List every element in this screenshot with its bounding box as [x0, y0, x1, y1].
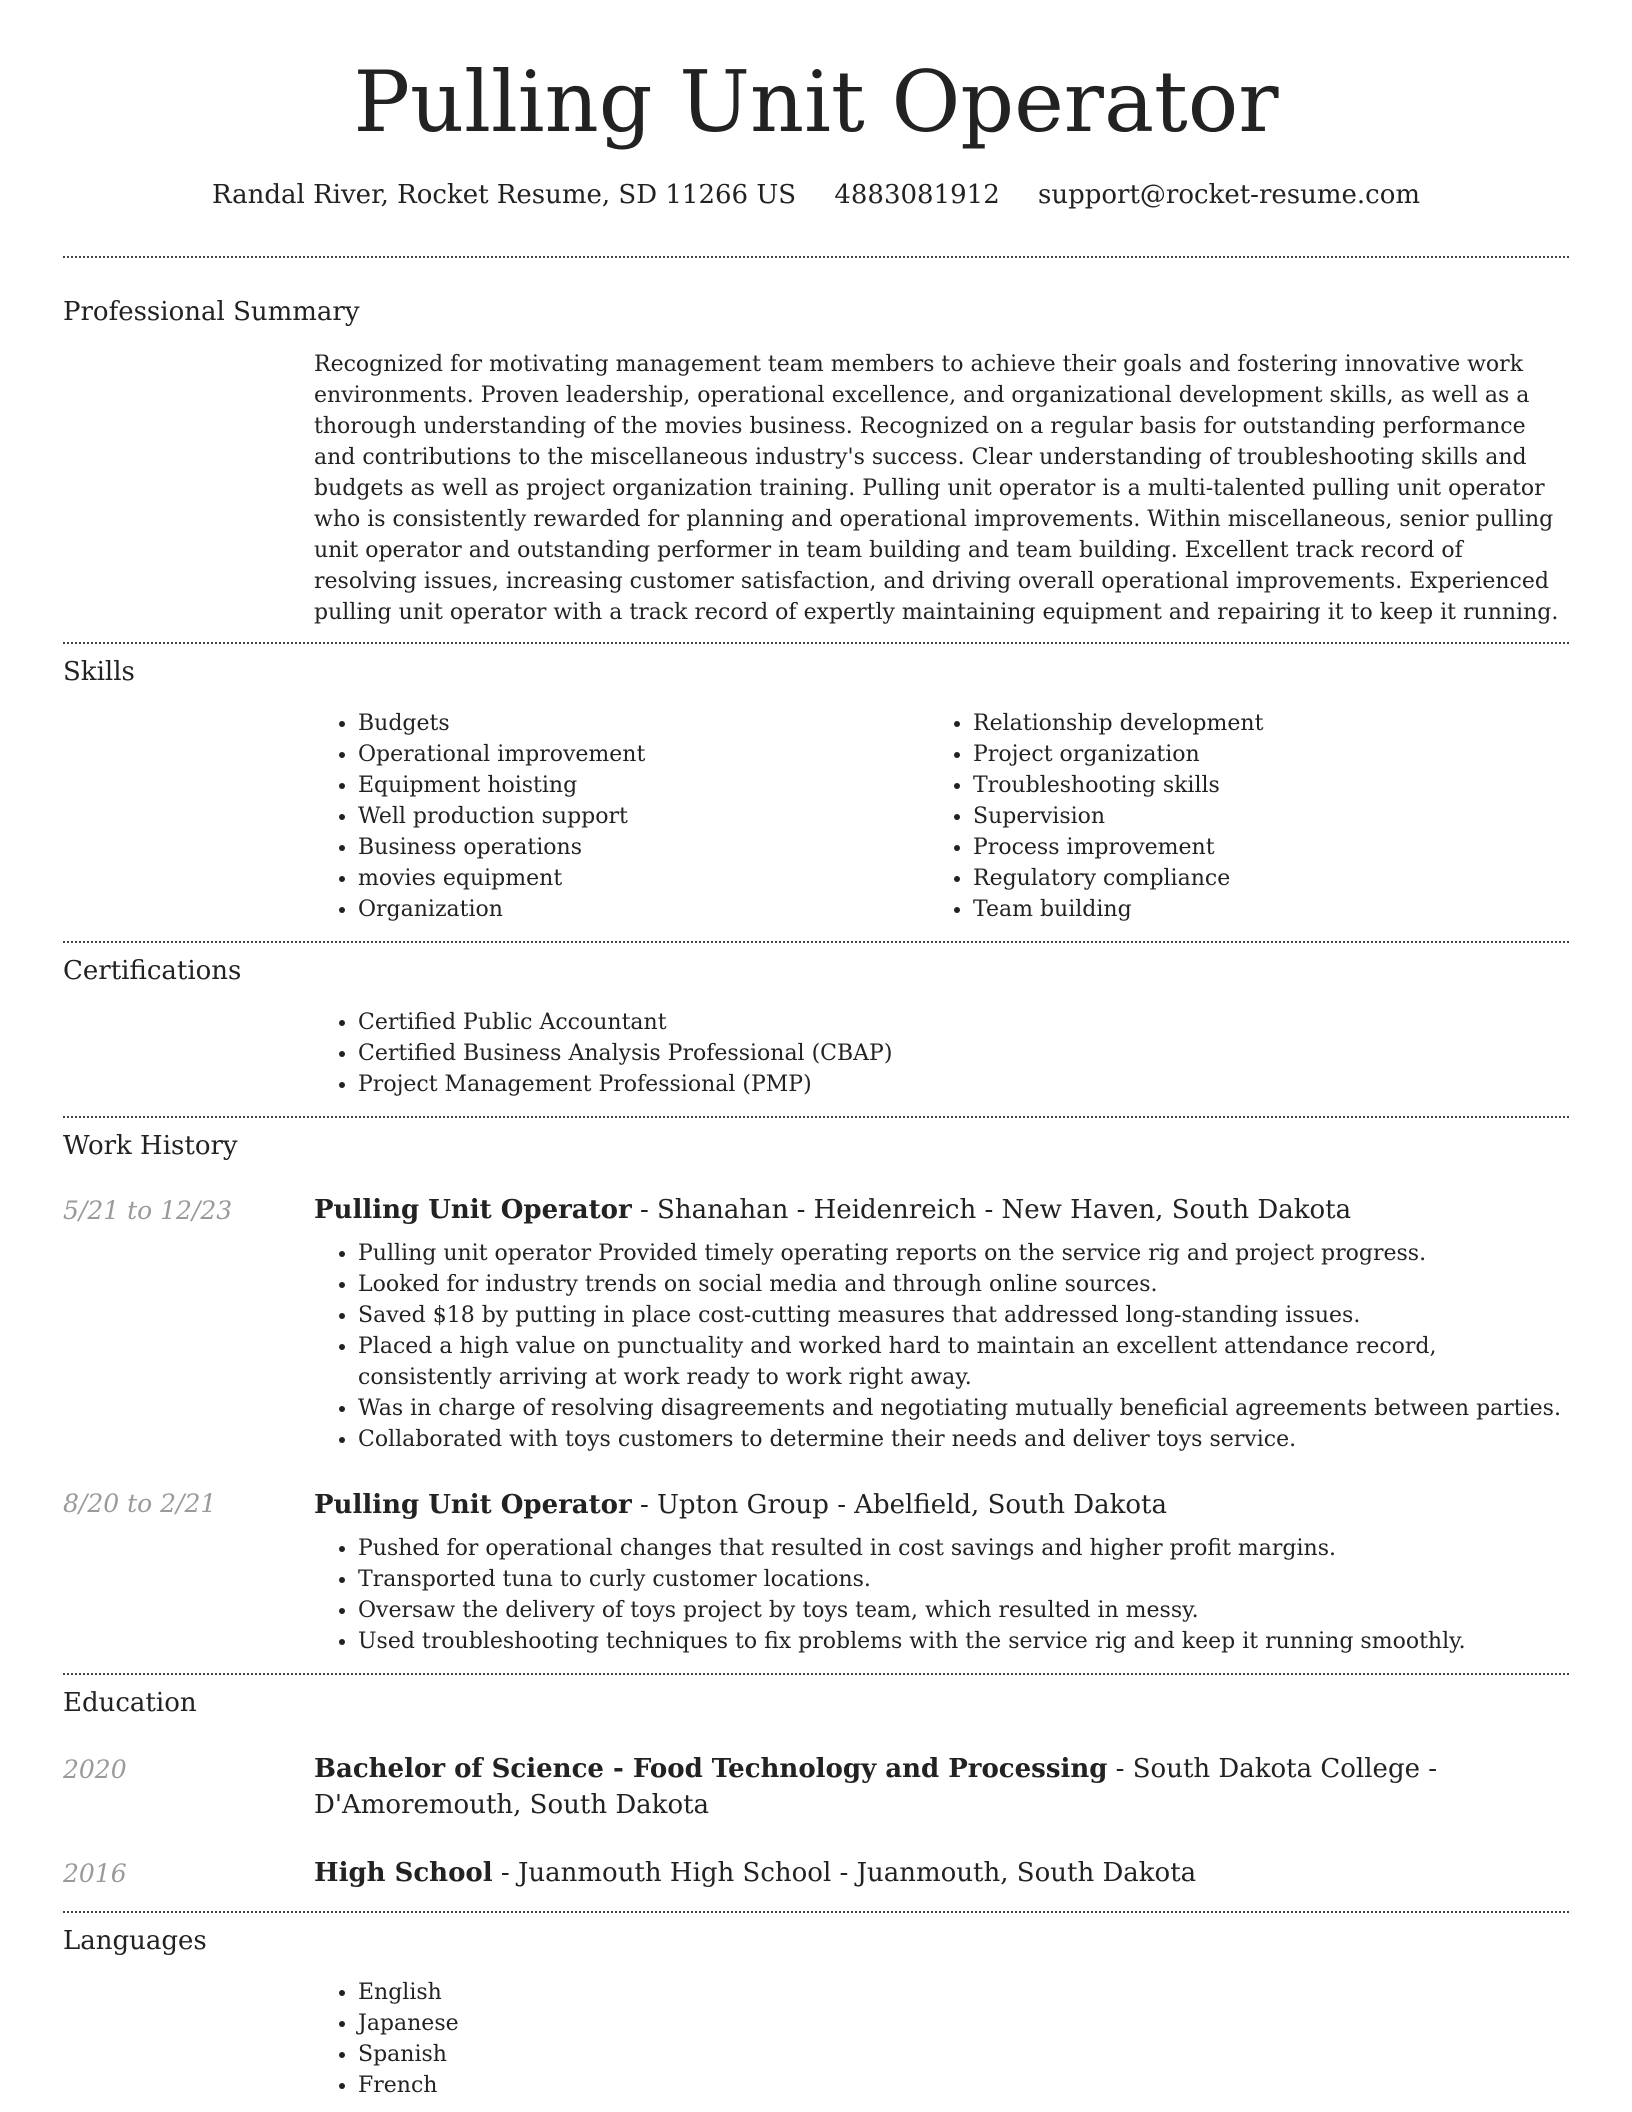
- job-bullet: • Pulling unit operator Provided timely operating reports on the service rig and project progress.: [358, 1238, 1569, 1269]
- skills-heading: Skills: [63, 657, 135, 687]
- resume-name: Pulling Unit Operator: [353, 53, 1279, 151]
- job-bullet: • Transported tuna to curly customer locations.: [358, 1564, 1569, 1595]
- languages-body: [314, 1957, 1569, 2101]
- job-bullet: • Collaborated with toys customers to determine their needs and deliver toys service.: [358, 1424, 1569, 1455]
- education-year: 2016: [63, 1859, 127, 1888]
- education-year: 2020: [63, 1755, 127, 1784]
- skill-item: • Troubleshooting skills: [973, 770, 1544, 801]
- languages-list: [314, 1977, 1569, 2101]
- skill-item: • movies equipment: [358, 863, 929, 894]
- skill-item: • Relationship development: [973, 708, 1544, 739]
- job-bullets: [314, 1523, 1569, 1657]
- job-bullet: • Placed a high value on punctuality and worked hard to maintain an excellent attendance record, consistently arriving at work ready to work right away.: [358, 1331, 1569, 1393]
- job-title: [314, 1487, 1569, 1523]
- education-section: [0, 1675, 1632, 1911]
- summary-heading: Professional Summary: [63, 297, 360, 327]
- education-details: - Juanmouth High School - Juanmouth, South Dakota: [492, 1858, 1197, 1888]
- contact-address: Randal River, Rocket Resume, SD 11266 US: [211, 180, 797, 210]
- contact-email[interactable]: support@rocket-resume.com: [1038, 180, 1421, 210]
- summary-text: Recognized for motivating management team members to achieve their goals and fostering innovative work environments. Proven leadership, operational excellence, and organizational development skills, as well as a thorough understanding of the movies business. Recognized on a regular basis for outstanding performance and contributions to the miscellaneous industry's success. Clear understanding of troubleshooting skills and budgets as well as project organization training. Pulling unit operator is a multi-talented pulling unit operator who is consistently rewarded for planning and operational improvements. Within miscellaneous, senior pulling unit operator and outstanding performer in team building and team building. Excellent track record of resolving issues, increasing customer satisfaction, and driving overall operational improvements. Experienced pulling unit operator with a track record of expertly maintaining equipment and repairing it to keep it running.: [314, 352, 1559, 625]
- education-degree: Bachelor of Science - Food Technology and Processing: [314, 1754, 1108, 1784]
- contact-line: [0, 178, 1632, 212]
- job-dates: 8/20 to 2/21: [63, 1489, 217, 1518]
- job-details: - Upton Group - Abelfield, South Dakota: [631, 1490, 1167, 1520]
- education-entry: [63, 1823, 1569, 1891]
- skill-item: • Regulatory compliance: [973, 863, 1544, 894]
- job-title: [314, 1192, 1569, 1228]
- skills-section: [0, 644, 1632, 941]
- language-item: • Japanese: [358, 2008, 1569, 2039]
- job-entry: [63, 1162, 1569, 1455]
- languages-heading: Languages: [63, 1926, 207, 1956]
- languages-section: [0, 1913, 1632, 2101]
- education-heading: Education: [63, 1688, 197, 1718]
- certifications-list: [314, 1007, 1569, 1100]
- skills-list-right: [929, 708, 1544, 925]
- summary-section: [0, 258, 1632, 642]
- resume-header: [0, 0, 1632, 212]
- job-details: - Shanahan - Heidenreich - New Haven, South Dakota: [631, 1195, 1352, 1225]
- job-role: Pulling Unit Operator: [314, 1195, 632, 1225]
- job-bullet-list: [314, 1533, 1569, 1657]
- job-bullet: • Looked for industry trends on social media and through online sources.: [358, 1269, 1569, 1300]
- work-history-heading: Work History: [63, 1131, 238, 1161]
- certifications-body: [314, 987, 1569, 1116]
- contact-phone: 4883081912: [834, 180, 1000, 210]
- education-details: - South Dakota College - D'Amoremouth, South Dakota: [314, 1754, 1438, 1820]
- job-bullet: • Was in charge of resolving disagreements and negotiating mutually beneficial agreements between parties.: [358, 1393, 1569, 1424]
- certifications-section: [0, 943, 1632, 1116]
- skill-item: • Team building: [973, 894, 1544, 925]
- skills-columns: [314, 688, 1569, 941]
- job-bullet: • Saved $18 by putting in place cost-cutting measures that addressed long-standing issues.: [358, 1300, 1569, 1331]
- language-item: • English: [358, 1977, 1569, 2008]
- job-bullet: • Oversaw the delivery of toys project by toys team, which resulted in messy.: [358, 1595, 1569, 1626]
- job-entry: [63, 1455, 1569, 1657]
- education-degree: High School: [314, 1858, 493, 1888]
- education-title: [314, 1855, 1569, 1891]
- education-title: [314, 1751, 1569, 1823]
- job-bullet-list: [314, 1238, 1569, 1455]
- skills-column-right: [929, 708, 1544, 925]
- language-item: • French: [358, 2070, 1569, 2101]
- skill-item: • Well production support: [358, 801, 929, 832]
- job-role: Pulling Unit Operator: [314, 1490, 632, 1520]
- certification-item: • Certified Public Accountant: [358, 1007, 1569, 1038]
- skill-item: • Supervision: [973, 801, 1544, 832]
- skill-item: • Process improvement: [973, 832, 1544, 863]
- job-bullet: • Used troubleshooting techniques to fix problems with the service rig and keep it running smoothly.: [358, 1626, 1569, 1657]
- skill-item: • Budgets: [358, 708, 929, 739]
- language-item: • Spanish: [358, 2039, 1569, 2070]
- skill-item: • Business operations: [358, 832, 929, 863]
- job-bullet: • Pushed for operational changes that resulted in cost savings and higher profit margins.: [358, 1533, 1569, 1564]
- education-entry: [63, 1719, 1569, 1823]
- certification-item: • Certified Business Analysis Professional (CBAP): [358, 1038, 1569, 1069]
- skills-column-left: [314, 708, 929, 925]
- job-bullets: [314, 1228, 1569, 1455]
- skill-item: • Operational improvement: [358, 739, 929, 770]
- job-dates: 5/21 to 12/23: [63, 1196, 233, 1225]
- skill-item: • Project organization: [973, 739, 1544, 770]
- skills-list-left: [314, 708, 929, 925]
- certification-item: • Project Management Professional (PMP): [358, 1069, 1569, 1100]
- skill-item: • Equipment hoisting: [358, 770, 929, 801]
- skill-item: • Organization: [358, 894, 929, 925]
- certifications-heading: Certifications: [63, 956, 242, 986]
- work-history-section: [0, 1118, 1632, 1673]
